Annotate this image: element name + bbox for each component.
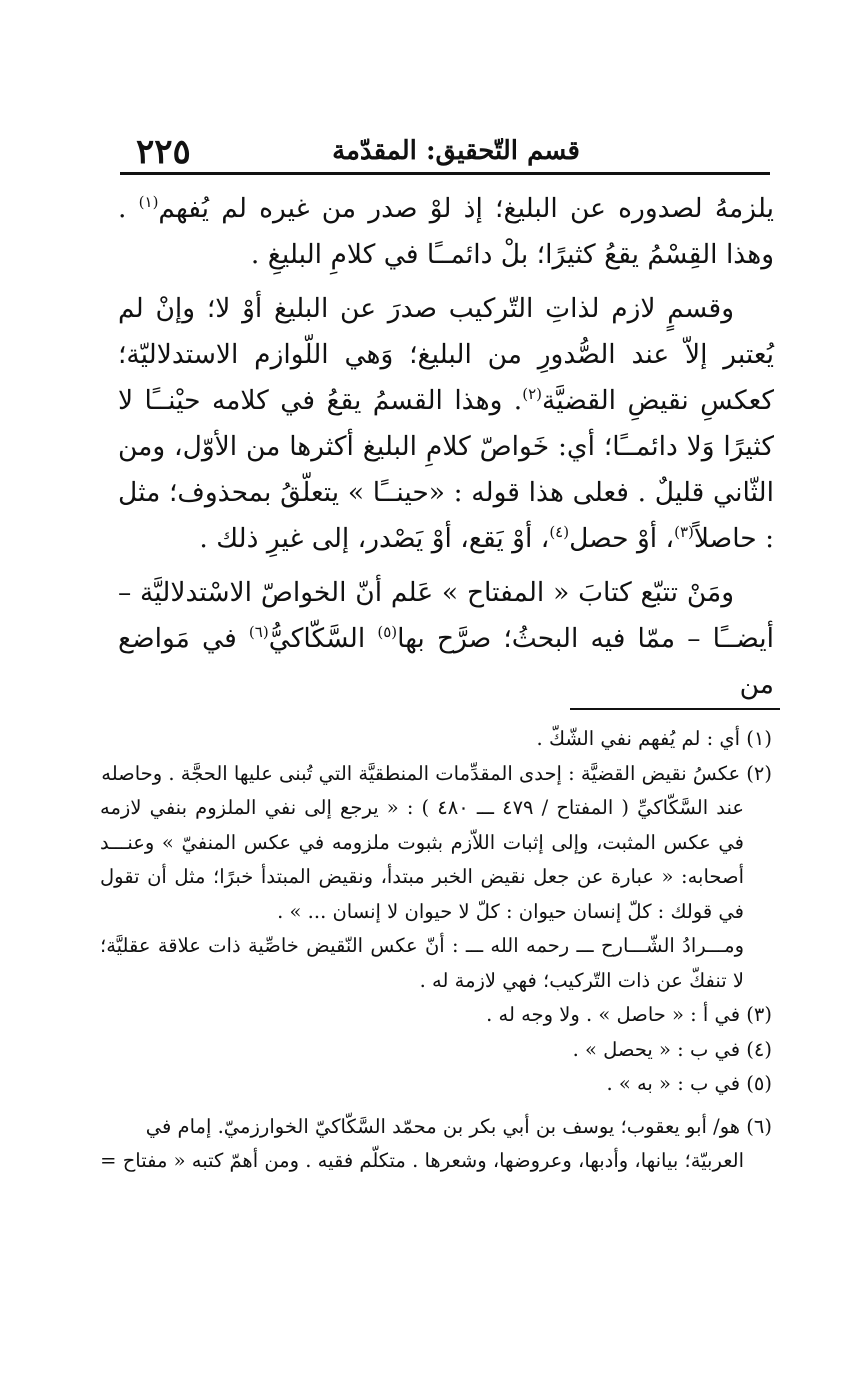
running-title: قسم التّحقيق: المقدّمة [332,136,580,166]
main-text [118,186,774,708]
p2-text-d: ، أوْ يَقع، أوْ يَصْدر، إلى غيرِ ذلك . [199,523,550,554]
paragraph-2 [118,286,774,562]
footnote-ref-2: (٢) [522,385,543,404]
page-number: ٢٢٥ [136,132,191,172]
header-rule [120,172,770,175]
paragraph-3 [118,570,774,708]
footnote-separator [570,708,780,710]
footnote-6-line-1: (٦) هو/ أبو يعقوب؛ يوسف بن أبي بكر بن محمّد السَّكّاكيّ الخوارزميّ. إمام في [145,1114,772,1138]
footnote-3: (٣) في أ : « حاصل » . ولا وجه له . [486,1003,772,1026]
footnote-ref-6: (٦) [248,623,269,642]
p3-text-a: ومَنْ تتبّع كتابَ « المفتاح » عَلم أنّ الخواصّ الاسْتدلاليَّة – أيضــًا – ممّا فيه البحثُ؛ صرَّح بها [118,577,774,654]
p1-text-b: . وهذا القِسْمُ يقعُ كثيرًا؛ بلْ دائمــًا في كلامِ البليغِ . [118,193,774,270]
footnote-ref-5: (٥) [377,623,398,642]
footnote-5: (٥) في ب : « به » . [606,1072,772,1095]
footnote-2-line-1: (٢) عكسُ نقيض القضيَّة : إحدى المقدِّمات المنطقيَّة التي تُبنى عليها الحجَّة . وحاصله [101,761,772,785]
footnote-4: (٤) في ب : « يحصل » . [572,1037,772,1061]
p2-text-c: ، أوْ حصل [569,523,675,554]
p3-text-c: في مَواضع من [118,623,774,700]
paragraph-1 [118,186,774,278]
page-header [120,122,770,172]
p2-text-a: وقسمٍ لازم لذاتِ التّركيب صدرَ عن البليغ أوْ لا؛ وإنْ لم يُعتبر إلاّ عند الصُّدورِ من البليغ؛ وَهي اللّوازم الاستدلاليّة؛ كعكسِ نقيضِ القضيَّة [118,293,774,416]
p3-text-b: السَّكّاكيُّ [268,623,378,654]
p1-text-a: يلزمهُ لصدوره عن البليغ؛ إذ لوْ صدر من غيره لم يُفهم [158,193,774,224]
footnotes [100,722,780,1179]
footnote-6 [100,1110,780,1179]
footnote-ref-3: (٣) [674,523,694,542]
footnote-1: (١) أي : لم يُفهم نفي الشّكّ . [536,727,772,750]
footnote-2-commentary: ومـــرادُ الشّـــارح ـــ رحمه الله ـــ : أنّ عكس النّقيض خاصِّية ذات علاقة عقليَّة؛ لا تنفكّ عن ذات التّركيب؛ فهي لازمة له . [100,934,744,992]
footnote-2 [100,757,780,999]
footnote-2-continuation: عند السَّكّاكيِّ ( المفتاح / ٤٧٩ ـــ ٤٨٠ ) : « يرجع إلى نفي الملزوم بنفي لازمه في عكس المثبت، وإلى إثبات اللاّزم بثبوت ملزومه في عكس المنفيّ » وعنـــد أصحابه: « عبارة عن جعل نقيض الخبر مبتدأ، ونقيض المبتدأ خبرًا؛ مثل أن تقول في قولك : كلّ إنسان حيوان : كلّ لا حيوان لا إنسان ... » . [100,796,745,923]
footnote-ref-1: (١) [138,193,159,212]
footnote-6-continuation: العربيّة؛ بيانها، وأدبها، وعروضها، وشعرها . متكلّم فقيه . ومن أهمّ كتبه « مفتاح = [100,1149,744,1172]
p2-text-b: . وهذا القسمُ يقعُ في كلامه حيْنــًا لا كثيرًا وَلا دائمــًا؛ أي: خَواصّ كلامِ البليغ أكثرها من الأوّل، ومن الثّاني قليلٌ . فعلى هذا قوله : «حينــًا » يتعلّقُ بمحذوف؛ مثل : حاصلاً [118,385,774,554]
footnote-ref-4: (٤) [549,523,570,542]
